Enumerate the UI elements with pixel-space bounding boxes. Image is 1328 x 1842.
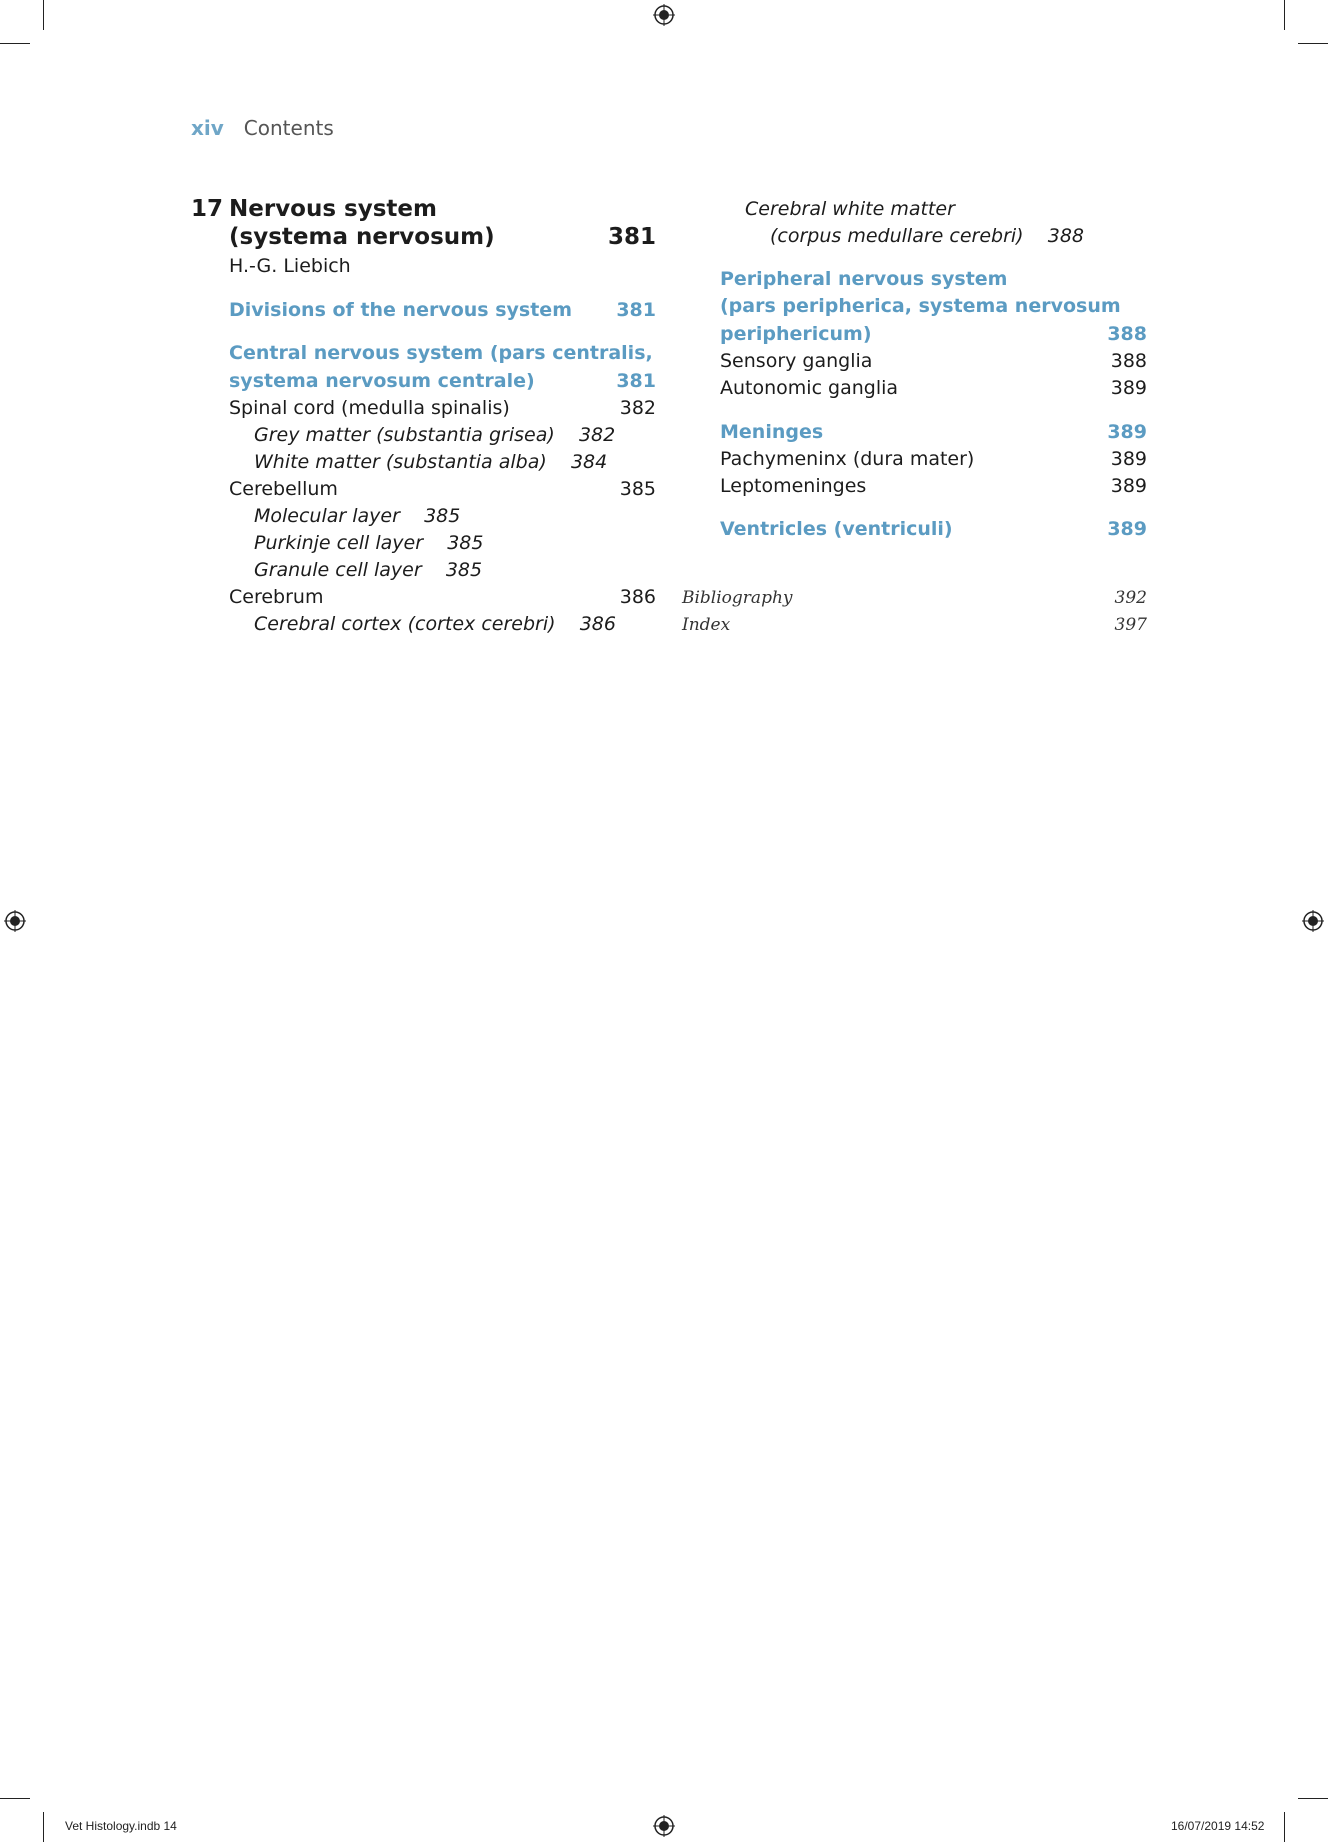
chapter-title-line2: (systema nervosum) <box>229 224 495 250</box>
toc-entry-pns-line3: periphericum) <box>720 323 872 345</box>
toc-page: 382 <box>578 424 616 446</box>
toc-page: 389 <box>1107 421 1147 443</box>
crop-mark <box>43 1812 44 1842</box>
toc-entry-index: Index <box>682 615 731 635</box>
slug-date: 16/07/2019 14:52 <box>1171 1819 1265 1833</box>
toc-label: (corpus medullare cerebri) <box>770 225 1024 247</box>
toc-entry-granule <box>254 557 482 584</box>
toc-entry-cns-line1: Central nervous system (pars centralis, <box>229 342 653 364</box>
toc-page: 386 <box>619 586 656 608</box>
chapter-page: 381 <box>607 224 656 250</box>
toc-entry-white-matter-cerebri-line1: Cerebral white matter <box>745 198 955 220</box>
toc-label: Granule cell layer <box>254 559 422 581</box>
crop-mark <box>0 1798 30 1799</box>
toc-page: 388 <box>1107 323 1147 345</box>
toc-page: 388 <box>1047 225 1085 247</box>
crop-mark <box>1298 43 1328 44</box>
toc-page: 392 <box>1114 588 1147 608</box>
toc-entry-bibliography: Bibliography <box>682 588 793 608</box>
toc-page: 389 <box>1107 518 1147 540</box>
toc-label: Molecular layer <box>254 505 400 527</box>
toc-page: 386 <box>579 613 616 635</box>
toc-label: White matter (substantia alba) <box>254 451 547 473</box>
toc-entry-pachymeninx: Pachymeninx (dura mater) <box>720 448 975 470</box>
toc-entry-autonomic-ganglia: Autonomic ganglia <box>720 377 899 399</box>
crop-mark <box>1298 1798 1328 1799</box>
crop-mark <box>1284 0 1285 30</box>
toc-entry-sensory-ganglia: Sensory ganglia <box>720 350 873 372</box>
registration-mark-icon <box>4 910 26 932</box>
chapter-number: 17 <box>191 196 224 222</box>
toc-page: 385 <box>424 505 461 527</box>
chapter-author: H.-G. Liebich <box>229 255 351 277</box>
toc-entry-cerebrum: Cerebrum <box>229 586 324 608</box>
toc-page: 381 <box>616 299 656 321</box>
toc-entry-cerebellum: Cerebellum <box>229 478 338 500</box>
toc-entry-cortex <box>254 611 616 638</box>
toc-page: 382 <box>619 397 656 419</box>
header-page-number: xiv <box>191 116 224 140</box>
toc-entry-purkinje <box>254 530 483 557</box>
toc-label: Purkinje cell layer <box>254 532 424 554</box>
toc-label: Cerebral cortex (cortex cerebri) <box>254 613 556 635</box>
registration-mark-icon <box>653 1815 675 1837</box>
slug-file: Vet Histology.indb 14 <box>65 1819 177 1833</box>
toc-entry-grey-matter <box>254 422 615 449</box>
toc-entry-white-matter <box>254 449 607 476</box>
toc-page: 397 <box>1114 615 1147 635</box>
crop-mark <box>43 0 44 30</box>
toc-entry-pns-line1: Peripheral nervous system <box>720 268 1008 290</box>
toc-page: 389 <box>1110 475 1147 497</box>
toc-entry-molecular-layer <box>254 503 460 530</box>
crop-mark <box>0 43 30 44</box>
running-header <box>191 116 334 140</box>
toc-page: 385 <box>619 478 656 500</box>
toc-page: 385 <box>445 559 483 581</box>
crop-mark <box>1284 1812 1285 1842</box>
registration-mark-icon <box>653 4 675 26</box>
toc-entry-cns-line2: systema nervosum centrale) <box>229 370 535 392</box>
toc-entry-ventricles: Ventricles (ventriculi) <box>720 518 953 540</box>
toc-entry-meninges: Meninges <box>720 421 824 443</box>
toc-entry-white-matter-cerebri-line2 <box>770 223 1084 250</box>
chapter-title-line1: Nervous system <box>229 196 437 222</box>
toc-entry-spinal-cord: Spinal cord (medulla spinalis) <box>229 397 510 419</box>
toc-entry-divisions: Divisions of the nervous system <box>229 299 572 321</box>
toc-page: 381 <box>616 370 656 392</box>
toc-label: Grey matter (substantia grisea) <box>254 424 555 446</box>
registration-mark-icon <box>1302 910 1324 932</box>
toc-page: 389 <box>1110 377 1147 399</box>
toc-page: 389 <box>1110 448 1147 470</box>
toc-page: 388 <box>1110 350 1147 372</box>
toc-page: 385 <box>447 532 484 554</box>
header-title: Contents <box>243 116 334 140</box>
toc-entry-leptomeninges: Leptomeninges <box>720 475 867 497</box>
toc-page: 384 <box>570 451 608 473</box>
toc-entry-pns-line2: (pars peripherica, systema nervosum <box>720 295 1121 317</box>
